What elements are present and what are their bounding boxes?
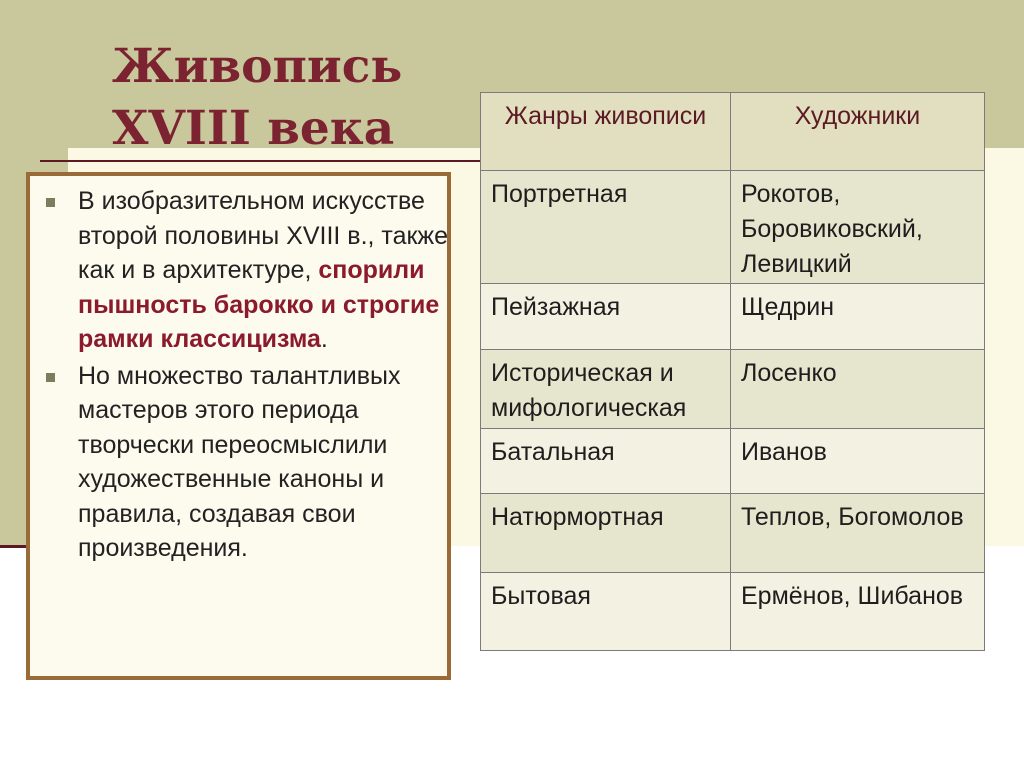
bullet-square-icon bbox=[46, 198, 55, 207]
artists-cell: Ермёнов, Шибанов bbox=[731, 573, 985, 651]
genres-table bbox=[480, 92, 985, 651]
artists-cell: Рокотов, Боровиковский, Левицкий bbox=[731, 171, 985, 284]
text-box bbox=[26, 172, 451, 680]
table-header-row bbox=[481, 93, 985, 171]
bullet-item-2 bbox=[46, 359, 450, 566]
artists-cell: Лосенко bbox=[731, 350, 985, 429]
genre-cell: Бытовая bbox=[481, 573, 731, 651]
genre-cell: Портретная bbox=[481, 171, 731, 284]
table-row bbox=[481, 350, 985, 429]
bullet-1-text: В изобразительном искусстве второй половины XVIII в., также как и в архитектуре, bbox=[78, 187, 449, 284]
genre-cell: Батальная bbox=[481, 429, 731, 494]
genre-cell: Историческая и мифологическая bbox=[481, 350, 731, 429]
title-line-2: XVIII века bbox=[112, 101, 395, 156]
bullet-square-icon bbox=[46, 373, 55, 382]
artists-cell: Теплов, Богомолов bbox=[731, 494, 985, 573]
bullet-1-highlight: спорили пышность барокко и строгие рамки классицизма bbox=[78, 256, 440, 353]
table-row bbox=[481, 171, 985, 284]
title-line-1: Живопись bbox=[112, 39, 403, 94]
header-artists: Художники bbox=[731, 93, 985, 171]
table-row bbox=[481, 573, 985, 651]
table-row bbox=[481, 284, 985, 350]
genre-cell: Пейзажная bbox=[481, 284, 731, 350]
artists-cell: Щедрин bbox=[731, 284, 985, 350]
bullet-1-end: . bbox=[320, 325, 328, 353]
decorative-line-bottom bbox=[0, 545, 26, 548]
artists-cell: Иванов bbox=[731, 429, 985, 494]
slide-title bbox=[112, 36, 442, 160]
header-genres: Жанры живописи bbox=[481, 93, 731, 171]
table-row bbox=[481, 429, 985, 494]
bullet-2-text: Но множество талантливых мастеров этого периода творчески переосмыслили художественные каноны и правила, создавая свои произведения. bbox=[78, 361, 401, 562]
decorative-line-top bbox=[40, 160, 480, 162]
bullet-item-1 bbox=[46, 184, 450, 357]
genre-cell: Натюрмортная bbox=[481, 494, 731, 573]
table-row bbox=[481, 494, 985, 573]
bullet-list bbox=[46, 184, 450, 568]
